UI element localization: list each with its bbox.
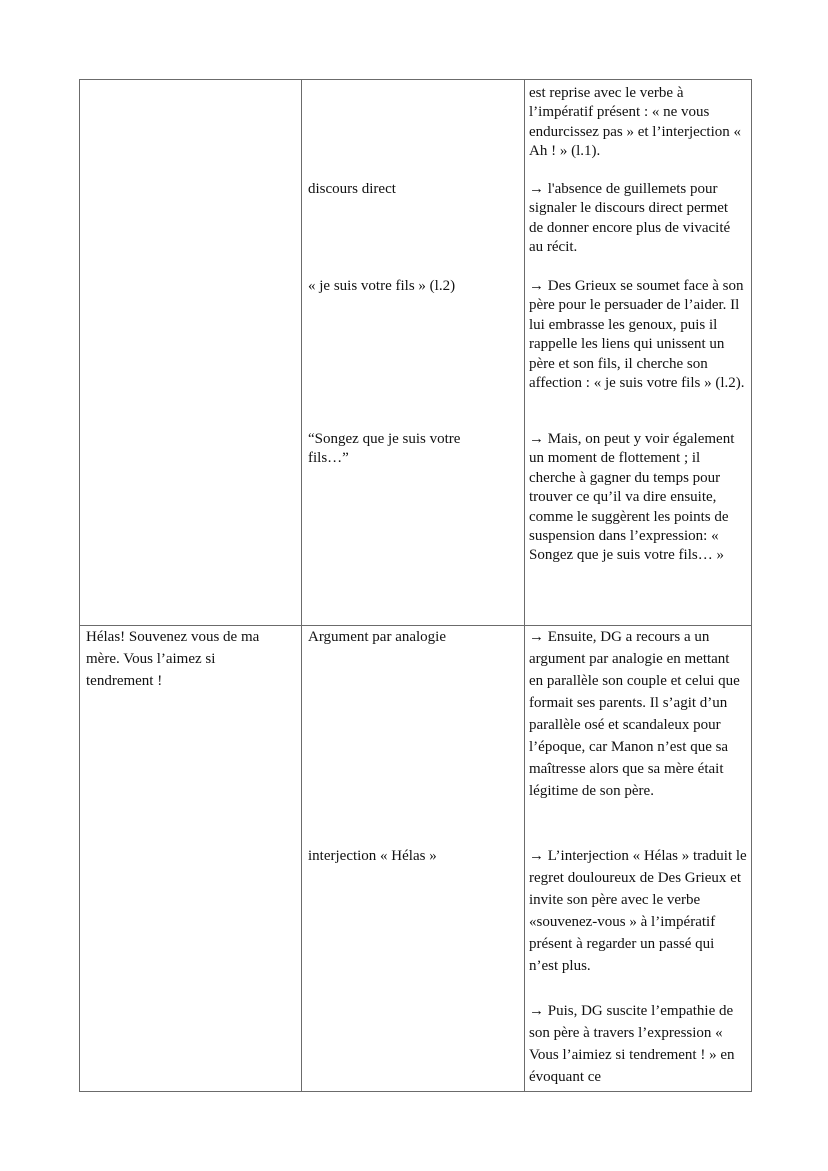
- technique-text: « je suis votre fils » (l.2): [308, 278, 456, 294]
- interpretation-text: est reprise avec le verbe à l’impératif présent : « ne vous endurcissez pas » et l’interjection « Ah ! » (l.1).: [529, 85, 742, 160]
- table-cell-technique: [302, 626, 525, 1092]
- table-row: [80, 80, 752, 626]
- table-row: [80, 626, 752, 1092]
- table-cell-quote: [80, 626, 302, 1092]
- interpretation-text: → Mais, on peut y voir également un moment de flottement ; il cherche à gagner du temps pour trouver ce qu’il va dire ensuite, comme le suggèrent les points de suspension dans l’expression: « Songez que je suis votre fils… »: [529, 431, 735, 564]
- interpretation-text: → Puis, DG suscite l’empathie de son père à travers l’expression « Vous l’aimiez si tendrement ! » en évoquant ce: [529, 1003, 735, 1085]
- table-cell-interpretation: [525, 80, 752, 626]
- table-cell-technique: [302, 80, 525, 626]
- quote-text: Hélas! Souvenez vous de ma mère. Vous l’aimez si tendrement !: [86, 629, 260, 689]
- technique-text: Argument par analogie: [308, 629, 447, 645]
- analysis-table: [79, 79, 752, 1092]
- interpretation-text: → Ensuite, DG a recours a un argument par analogie en mettant en parallèle son couple et celui que formait ses parents. Il s’agit d’un parallèle osé et scandaleux pour l’époque, car Manon n’est que sa maîtresse alors que sa mère était légitime de son père.: [529, 629, 740, 799]
- technique-text: discours direct: [308, 181, 396, 197]
- interpretation-text: → L’interjection « Hélas » traduit le regret douloureux de Des Grieux et invite son père avec le verbe «souvenez-vous » à l’impératif présent à regarder un passé qui n’est plus.: [529, 848, 747, 974]
- technique-text: “Songez que je suis votre fils…”: [308, 431, 461, 467]
- table-cell-quote: [80, 80, 302, 626]
- table-cell-interpretation: [525, 626, 752, 1092]
- technique-text: interjection « Hélas »: [308, 848, 437, 864]
- interpretation-text: → Des Grieux se soumet face à son père pour le persuader de l’aider. Il lui embrasse les genoux, puis il rappelle les liens qui unissent un père et son fils, il cherche son affection : « je suis votre fils » (l.2).: [529, 278, 745, 392]
- interpretation-text: → l'absence de guillemets pour signaler le discours direct permet de donner encore plus de vivacité au récit.: [529, 181, 731, 256]
